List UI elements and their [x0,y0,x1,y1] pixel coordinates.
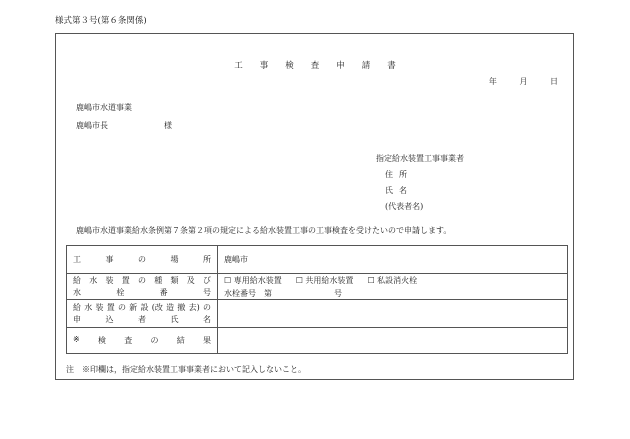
device-type-label-cell [67,274,218,300]
form-number: 様式第３号(第６条関係) [55,16,147,26]
device-type-options [224,275,561,286]
form-title: 工事検査申請書 [234,61,413,71]
option-dedicated-checkbox[interactable]: ☐ 専用給水装置 [224,275,282,285]
device-type-label-line1: 給 水 装 置 の 種 類 及 び [73,276,211,285]
result-label-cell [67,328,218,354]
applicant-row-label-line2: 申 込 者 氏 名 [73,315,211,324]
applicant-representative-label: (代表者名) [385,202,424,211]
site-value[interactable]: 鹿嶋市 [218,246,568,274]
recipient-organization: 鹿嶋市水道事業 [76,103,132,112]
applicant-name-cell [67,300,218,328]
table-row [67,246,568,274]
recipient-mayor [76,120,172,131]
honorific: 様 [164,121,172,130]
applicant-address-label: 住所 [385,170,413,179]
result-value[interactable] [218,328,568,354]
option-private-hydrant-checkbox[interactable]: ☐ 私設消火栓 [367,275,418,285]
tap-number-line [224,288,561,299]
device-type-label-line2: 水 栓 番 号 [73,288,211,297]
applicant-heading: 指定給水装置工事事業者 [376,154,464,163]
site-label-cell [67,246,218,274]
applicant-block [376,151,464,215]
date-year: 年 [488,77,497,86]
date-day: 日 [550,77,558,86]
table-row [67,328,568,354]
date-month: 月 [519,77,528,86]
table-row [67,300,568,328]
date-line [469,76,558,87]
result-label: ※ 検 査 の 結 果 [73,335,211,345]
footnote: 注 ※印欄は，指定給水装置工事事業者において記入しないこと。 [66,365,306,374]
site-label: 工 事 の 場 所 [73,255,211,264]
applicant-row-label-line1: 給 水 装 置 の 新 設 (改 造 撤 去) の [73,303,211,312]
table-row [67,274,568,300]
inspection-table [66,245,568,354]
application-statement: 鹿嶋市水道事業給水条例第７条第２項の規定による給水装置工事の工事検査を受けたいので申請します。 [76,226,452,235]
recipient-title: 鹿嶋市長 [76,121,108,130]
applicant-name-value[interactable] [218,300,568,328]
option-shared-checkbox[interactable]: ☐ 共用給水装置 [295,275,354,285]
tap-number-label: 水栓番号 第 [224,288,272,298]
device-type-value [218,274,568,300]
tap-number-suffix: 号 [334,288,342,298]
applicant-name-label: 氏名 [385,186,413,195]
